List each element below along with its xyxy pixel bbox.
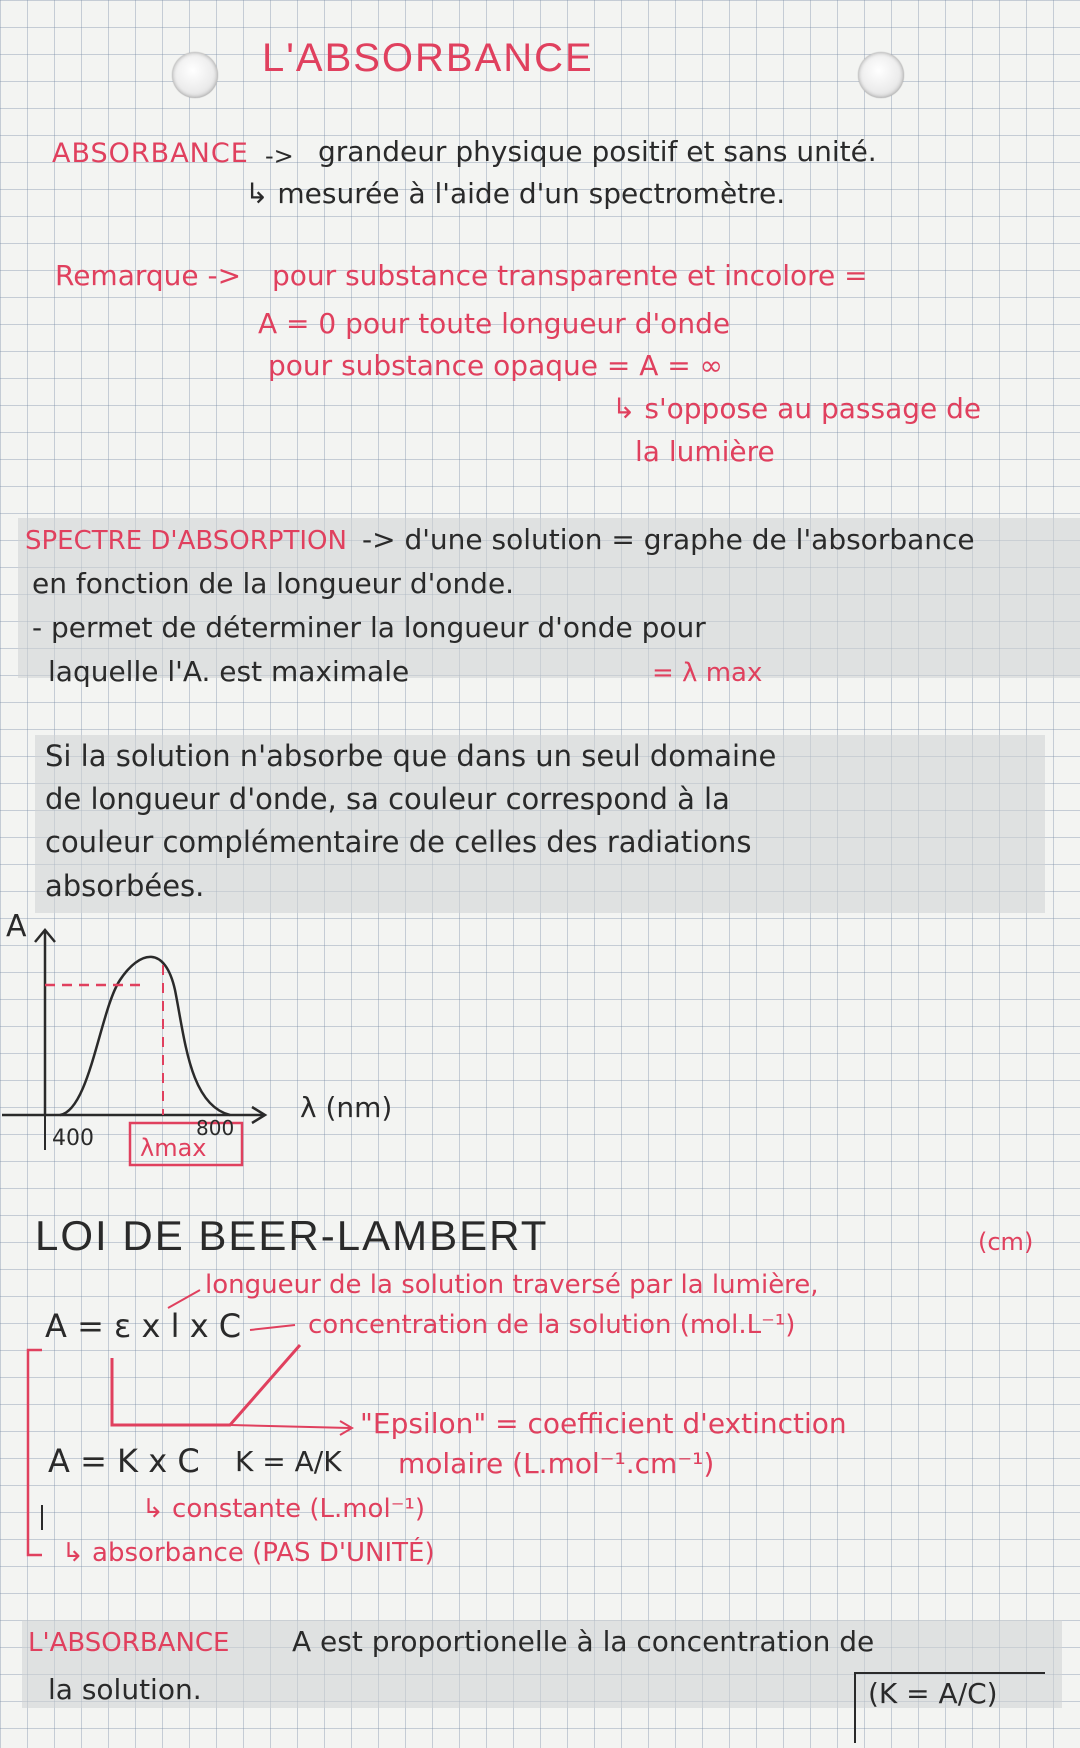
remarque-line3: pour substance opaque = A = ∞ <box>268 349 723 382</box>
graph-lambda-max: λmax <box>140 1134 207 1162</box>
couleur-line4: absorbées. <box>45 869 205 903</box>
beer-constante: ↳ constante (L.mol⁻¹) <box>142 1494 425 1524</box>
conclusion-line2: la solution. <box>48 1673 202 1706</box>
beer-formula2: A = K x C <box>48 1442 200 1480</box>
beer-absorbance: ↳ absorbance (PAS D'UNITÉ) <box>62 1538 435 1568</box>
definition-text: grandeur physique positif et sans unité. <box>318 135 877 168</box>
binder-hole-right <box>858 52 904 98</box>
spectre-line2: en fonction de la longueur d'onde. <box>32 567 515 600</box>
spectre-term: SPECTRE D'ABSORPTION <box>25 526 347 556</box>
definition-term: ABSORBANCE <box>52 138 249 169</box>
absorption-spectrum-graph <box>0 920 300 1170</box>
conclusion-text: A est proportionelle à la concentration de <box>292 1625 875 1658</box>
spectre-line4: laquelle l'A. est maximale <box>48 655 410 688</box>
graph-x-label: λ (nm) <box>300 1091 393 1124</box>
conclusion-k-box: (K = A/C) <box>868 1677 998 1710</box>
definition-arrow: -> <box>265 142 294 170</box>
spectre-line3: - permet de déterminer la longueur d'onde pour <box>32 611 706 644</box>
beer-epsilon: "Epsilon" = coefficient d'extinction <box>360 1407 847 1440</box>
remarque-label: Remarque -> <box>55 259 242 292</box>
remarque-line5: la lumière <box>635 435 775 468</box>
remarque-line4: ↳ s'oppose au passage de <box>612 392 982 425</box>
couleur-line3: couleur complémentaire de celles des radiations <box>45 825 752 859</box>
couleur-line2: de longueur d'onde, sa couleur correspond à la <box>45 782 730 816</box>
beer-unit-cm: (cm) <box>978 1228 1034 1256</box>
beer-title: LOI DE BEER-LAMBERT <box>35 1212 549 1259</box>
spectre-lambda-max: = λ max <box>652 658 763 688</box>
conclusion-box-frame <box>850 1668 1050 1748</box>
beer-concentration: concentration de la solution (mol.L⁻¹) <box>308 1310 796 1340</box>
beer-k-eq: K = A/K <box>235 1445 342 1478</box>
remarque-line1: pour substance transparente et incolore = <box>272 259 868 292</box>
beer-molaire: molaire (L.mol⁻¹.cm⁻¹) <box>398 1447 715 1480</box>
conclusion-term: L'ABSORBANCE <box>28 1628 230 1658</box>
graph-tick-800: 800 <box>196 1116 235 1140</box>
binder-hole-left <box>172 52 218 98</box>
couleur-line1: Si la solution n'absorbe que dans un seul domaine <box>45 739 777 773</box>
remarque-line2: A = 0 pour toute longueur d'onde <box>258 307 731 340</box>
page-title: L'ABSORBANCE <box>262 36 594 80</box>
spectre-line1: -> d'une solution = graphe de l'absorbance <box>362 523 975 556</box>
graph-tick-400: 400 <box>52 1126 94 1151</box>
beer-longueur: longueur de la solution traversé par la lumière, <box>205 1270 819 1300</box>
definition-sub: ↳ mesurée à l'aide d'un spectromètre. <box>245 177 786 210</box>
graph-y-label: A <box>6 909 27 944</box>
beer-formula: A = ε x l x C <box>45 1307 242 1345</box>
